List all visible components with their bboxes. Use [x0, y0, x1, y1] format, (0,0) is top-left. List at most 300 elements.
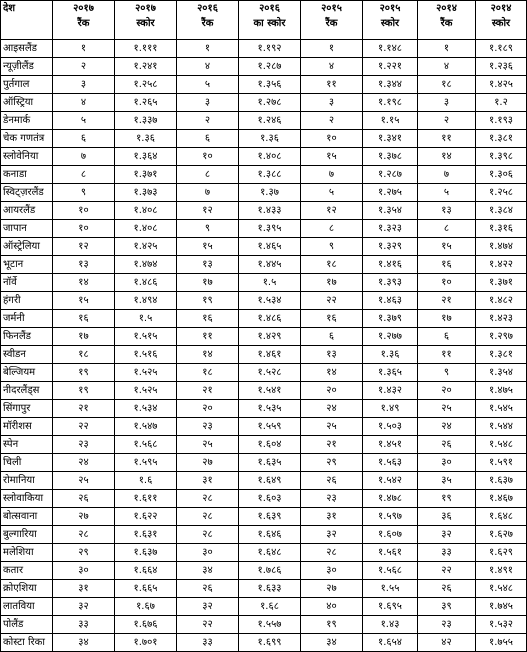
- header-2014-score: [476, 1, 527, 40]
- score-2016: १.४०८: [239, 148, 301, 166]
- score-2016: १.३५६: [239, 76, 301, 94]
- rank-2015: ३४: [301, 634, 363, 652]
- score-2014: १.२९७: [476, 328, 527, 346]
- score-2015: १.४५१: [363, 436, 418, 454]
- header-2015-score: [363, 1, 418, 40]
- rank-2014: १०: [418, 274, 476, 292]
- table-row: [1, 544, 527, 562]
- score-2017: १.४२५: [115, 238, 177, 256]
- rank-2015: १२: [301, 202, 363, 220]
- rank-2014: ७: [418, 166, 476, 184]
- table-row: [1, 274, 527, 292]
- rank-2015: २४: [301, 400, 363, 418]
- table-row: [1, 508, 527, 526]
- table-row: [1, 76, 527, 94]
- score-2016: १.६८: [239, 598, 301, 616]
- score-2014: १.२३६: [476, 58, 527, 76]
- table-row: [1, 292, 527, 310]
- rank-2017: ३२: [53, 598, 115, 616]
- score-2015: १.६०७: [363, 526, 418, 544]
- rank-2016: १७: [177, 274, 239, 292]
- score-2016: १.६४९: [239, 472, 301, 490]
- score-2014: १.३८४: [476, 202, 527, 220]
- score-2016: १.६४६: [239, 526, 301, 544]
- score-2017: १.२५८: [115, 76, 177, 94]
- rank-2014: ३६: [418, 508, 476, 526]
- table-row: [1, 454, 527, 472]
- country-name: स्लोवाकिया: [1, 490, 53, 508]
- rank-2015: २६: [301, 472, 363, 490]
- score-2016: १.६०३: [239, 490, 301, 508]
- rank-2017: ५: [53, 112, 115, 130]
- country-name: जापान: [1, 220, 53, 238]
- score-2014: १.४७४: [476, 238, 527, 256]
- rank-2015: १: [301, 40, 363, 58]
- score-2016: १.५४१: [239, 382, 301, 400]
- header-line-2: रैंक: [325, 18, 338, 29]
- score-2014: १.२: [476, 94, 527, 112]
- score-2015: १.५५: [363, 580, 418, 598]
- rank-2016: ३३: [177, 634, 239, 652]
- table-row: [1, 328, 527, 346]
- score-2014: १.४७५: [476, 382, 527, 400]
- rank-2015: २५: [301, 418, 363, 436]
- rank-2015: ८: [301, 220, 363, 238]
- rank-2017: ८: [53, 166, 115, 184]
- score-2017: १.४०८: [115, 220, 177, 238]
- score-2015: १.३२९: [363, 238, 418, 256]
- table-body: [1, 40, 527, 652]
- score-2014: १.५४८: [476, 436, 527, 454]
- table-row: [1, 112, 527, 130]
- score-2016: १.१९२: [239, 40, 301, 58]
- score-2017: १.१११: [115, 40, 177, 58]
- score-2015: १.३४४: [363, 76, 418, 94]
- rank-2016: ३०: [177, 544, 239, 562]
- country-name: फिनलैंड: [1, 328, 53, 346]
- header-line-1: २०१७: [135, 3, 156, 14]
- score-2016: १.६३५: [239, 454, 301, 472]
- score-2016: १.२८७: [239, 58, 301, 76]
- rank-2017: २७: [53, 508, 115, 526]
- header-row: [1, 1, 527, 40]
- rank-2016: १८: [177, 364, 239, 382]
- country-name: हंगरी: [1, 292, 53, 310]
- rank-2017: २३: [53, 436, 115, 454]
- score-2016: १.४६५: [239, 238, 301, 256]
- country-name: पोलैंड: [1, 616, 53, 634]
- rank-2016: २३: [177, 418, 239, 436]
- score-2015: १.३२३: [363, 220, 418, 238]
- score-2016: १.५५९: [239, 418, 301, 436]
- rank-2015: १५: [301, 148, 363, 166]
- header-line-2: का स्कोर: [253, 18, 286, 29]
- score-2017: १.५२५: [115, 364, 177, 382]
- rank-2014: १७: [418, 310, 476, 328]
- rank-2015: ५: [301, 184, 363, 202]
- score-2014: १.१८९: [476, 40, 527, 58]
- score-2015: १.३६: [363, 346, 418, 364]
- country-name: क्रोएशिया: [1, 580, 53, 598]
- score-2014: १.४९१: [476, 562, 527, 580]
- score-2015: १.२८७: [363, 166, 418, 184]
- rank-2017: १९: [53, 364, 115, 382]
- country-name: पुर्तगाल: [1, 76, 53, 94]
- rank-2017: ३१: [53, 580, 115, 598]
- score-2016: १.५३५: [239, 400, 301, 418]
- rank-2016: १५: [177, 238, 239, 256]
- score-2017: १.६२२: [115, 508, 177, 526]
- score-2016: १.२७८: [239, 94, 301, 112]
- score-2016: १.७८६: [239, 562, 301, 580]
- score-2016: १.५५७: [239, 616, 301, 634]
- table-row: [1, 598, 527, 616]
- score-2015: १.१९८: [363, 94, 418, 112]
- score-2014: १.३८१: [476, 346, 527, 364]
- score-2017: १.६७: [115, 598, 177, 616]
- rank-2015: ११: [301, 76, 363, 94]
- score-2015: १.३६५: [363, 364, 418, 382]
- score-2014: १.२५८: [476, 184, 527, 202]
- score-2017: १.४८६: [115, 274, 177, 292]
- rank-2016: ४: [177, 58, 239, 76]
- score-2015: १.३४१: [363, 130, 418, 148]
- score-2015: १.४९: [363, 400, 418, 418]
- country-name: स्विट्ज़रलैंड: [1, 184, 53, 202]
- rank-2016: २७: [177, 454, 239, 472]
- score-2017: १.३७१: [115, 166, 177, 184]
- rank-2016: १२: [177, 202, 239, 220]
- rank-2014: ३३: [418, 544, 476, 562]
- rank-2014: २०: [418, 382, 476, 400]
- header-line-2: रैंक: [201, 18, 214, 29]
- country-name: डेनमार्क: [1, 112, 53, 130]
- rank-2015: १९: [301, 616, 363, 634]
- rank-2017: ३: [53, 76, 115, 94]
- rank-2014: ३: [418, 94, 476, 112]
- rank-2014: २: [418, 112, 476, 130]
- score-2015: १.५६८: [363, 562, 418, 580]
- table-row: [1, 562, 527, 580]
- score-2014: १.१९३: [476, 112, 527, 130]
- score-2017: १.५२५: [115, 382, 177, 400]
- table-row: [1, 580, 527, 598]
- score-2017: १.३३७: [115, 112, 177, 130]
- score-2015: १.२७५: [363, 184, 418, 202]
- score-2016: १.३७: [239, 184, 301, 202]
- rank-2016: १: [177, 40, 239, 58]
- country-name: लातविया: [1, 598, 53, 616]
- score-2016: १.४६१: [239, 346, 301, 364]
- score-2015: १.३७८: [363, 148, 418, 166]
- rank-2014: ११: [418, 130, 476, 148]
- country-name: आयरलैंड: [1, 202, 53, 220]
- rank-2016: ११: [177, 328, 239, 346]
- rank-2014: १९: [418, 490, 476, 508]
- score-2016: १.४२९: [239, 328, 301, 346]
- rank-2014: ३५: [418, 472, 476, 490]
- score-2017: १.६७६: [115, 616, 177, 634]
- score-2015: १.४३२: [363, 382, 418, 400]
- score-2017: १.४०८: [115, 202, 177, 220]
- header-line-1: २०१७: [73, 3, 94, 14]
- score-2014: १.५९१: [476, 454, 527, 472]
- score-2014: १.४२३: [476, 310, 527, 328]
- score-2014: १.५४५: [476, 400, 527, 418]
- rank-2014: २३: [418, 616, 476, 634]
- rank-2015: ३१: [301, 508, 363, 526]
- score-2016: १.४३३: [239, 202, 301, 220]
- rank-2014: १८: [418, 76, 476, 94]
- table-row: [1, 130, 527, 148]
- rank-2017: ३४: [53, 634, 115, 652]
- score-2015: १.४३: [363, 616, 418, 634]
- rank-2017: २४: [53, 454, 115, 472]
- score-2017: १.४७४: [115, 256, 177, 274]
- rank-2015: ३: [301, 94, 363, 112]
- table-row: [1, 148, 527, 166]
- rank-2016: २६: [177, 580, 239, 598]
- country-name: मॉरीशस: [1, 418, 53, 436]
- table-row: [1, 94, 527, 112]
- rank-2014: ५: [418, 184, 476, 202]
- rank-2017: २८: [53, 526, 115, 544]
- score-2017: १.६११: [115, 490, 177, 508]
- score-2015: १.६९५: [363, 598, 418, 616]
- country-name: स्वीडन: [1, 346, 53, 364]
- score-2016: १.३६: [239, 130, 301, 148]
- rank-2016: २१: [177, 382, 239, 400]
- rank-2014: ३०: [418, 454, 476, 472]
- score-2016: १.४८६: [239, 310, 301, 328]
- rank-2017: २९: [53, 544, 115, 562]
- rank-2016: १४: [177, 346, 239, 364]
- header-line-1: २०१५: [321, 3, 342, 14]
- header-line-2: रैंक: [440, 18, 453, 29]
- table-row: [1, 418, 527, 436]
- rank-2016: ३: [177, 94, 239, 112]
- country-name: कोस्टा रिका: [1, 634, 53, 652]
- rank-2016: १९: [177, 292, 239, 310]
- score-2016: १.५३४: [239, 292, 301, 310]
- header-line-2: रैंक: [77, 18, 90, 29]
- rank-2015: ४: [301, 58, 363, 76]
- score-2015: १.५४२: [363, 472, 418, 490]
- rank-2015: २३: [301, 490, 363, 508]
- table-row: [1, 400, 527, 418]
- score-2014: १.५४४: [476, 418, 527, 436]
- rank-2014: २१: [418, 292, 476, 310]
- rank-2017: २: [53, 58, 115, 76]
- score-2017: १.६३७: [115, 544, 177, 562]
- rank-2017: १९: [53, 382, 115, 400]
- rank-2014: २२: [418, 562, 476, 580]
- score-2015: १.५६१: [363, 544, 418, 562]
- score-2016: १.३८८: [239, 166, 301, 184]
- country-name: जर्मनी: [1, 310, 53, 328]
- score-2017: १.३६: [115, 130, 177, 148]
- score-2014: १.३८१: [476, 130, 527, 148]
- country-name: ऑस्ट्रेलिया: [1, 238, 53, 256]
- rank-2015: ६: [301, 328, 363, 346]
- score-2016: १.६९९: [239, 634, 301, 652]
- score-2016: १.६३९: [239, 508, 301, 526]
- rank-2017: १: [53, 40, 115, 58]
- score-2017: १.५१५: [115, 328, 177, 346]
- header-line-1: २०१४: [436, 3, 457, 14]
- rank-2016: ७: [177, 184, 239, 202]
- score-2014: १.३९८: [476, 148, 527, 166]
- rank-2017: १२: [53, 238, 115, 256]
- rank-2015: ४०: [301, 598, 363, 616]
- score-2016: १.३९५: [239, 220, 301, 238]
- score-2014: १.७४५: [476, 598, 527, 616]
- table-row: [1, 382, 527, 400]
- score-2017: १.५९५: [115, 454, 177, 472]
- rank-2017: ३०: [53, 562, 115, 580]
- rank-2017: ४: [53, 94, 115, 112]
- score-2014: १.६३७: [476, 472, 527, 490]
- header-line-2: स्कोर: [380, 18, 400, 29]
- rank-2014: २६: [418, 436, 476, 454]
- score-2015: १.३९३: [363, 274, 418, 292]
- rank-2014: ८: [418, 220, 476, 238]
- rank-2015: ९: [301, 238, 363, 256]
- rank-2015: २१: [301, 436, 363, 454]
- rank-2014: ४२: [418, 634, 476, 652]
- country-name: सिंगापुर: [1, 400, 53, 418]
- header-2016-rank: [177, 1, 239, 40]
- rank-2014: ९: [418, 364, 476, 382]
- score-2014: १.५४८: [476, 580, 527, 598]
- score-2016: १.४४५: [239, 256, 301, 274]
- score-2014: १.४२५: [476, 76, 527, 94]
- score-2015: १.५६३: [363, 454, 418, 472]
- score-2014: १.४८२: [476, 292, 527, 310]
- header-2017-rank: [53, 1, 115, 40]
- rank-2015: १८: [301, 256, 363, 274]
- rank-2017: २५: [53, 472, 115, 490]
- table-row: [1, 616, 527, 634]
- country-name: बेल्जियम: [1, 364, 53, 382]
- score-2017: १.६६४: [115, 562, 177, 580]
- header-line-1: २०१४: [490, 3, 512, 14]
- score-2017: १.२६५: [115, 94, 177, 112]
- score-2017: १.६: [115, 472, 177, 490]
- table-row: [1, 166, 527, 184]
- header-line-1: देश: [3, 3, 16, 14]
- country-name: ऑस्ट्रिया: [1, 94, 53, 112]
- score-2017: १.६३१: [115, 526, 177, 544]
- rank-2017: १०: [53, 220, 115, 238]
- country-name: भूटान: [1, 256, 53, 274]
- country-name: बुल्गारिया: [1, 526, 53, 544]
- score-2017: १.५६८: [115, 436, 177, 454]
- rank-2014: २६: [418, 580, 476, 598]
- rank-2015: ७: [301, 166, 363, 184]
- score-2014: १.६४८: [476, 508, 527, 526]
- rank-2014: २५: [418, 400, 476, 418]
- score-2016: १.५: [239, 274, 301, 292]
- country-name: स्पेन: [1, 436, 53, 454]
- score-2015: १.२७७: [363, 328, 418, 346]
- rank-2014: १: [418, 40, 476, 58]
- score-2015: १.३७९: [363, 310, 418, 328]
- rank-2016: २०: [177, 400, 239, 418]
- table-row: [1, 256, 527, 274]
- score-2017: १.४९४: [115, 292, 177, 310]
- header-country: [1, 1, 53, 40]
- rank-2016: १०: [177, 148, 239, 166]
- rank-2014: १३: [418, 202, 476, 220]
- table-row: [1, 184, 527, 202]
- country-name: चेक गणतंत्र: [1, 130, 53, 148]
- score-2017: १.७०१: [115, 634, 177, 652]
- rank-2017: ७: [53, 148, 115, 166]
- country-name: चिली: [1, 454, 53, 472]
- score-2015: १.४१६: [363, 256, 418, 274]
- rank-2017: १७: [53, 328, 115, 346]
- table-row: [1, 310, 527, 328]
- table-row: [1, 634, 527, 652]
- header-2017-score: [115, 1, 177, 40]
- rank-2017: ६: [53, 130, 115, 148]
- country-name: स्लोवेनिया: [1, 148, 53, 166]
- rank-2015: २७: [301, 580, 363, 598]
- rank-2014: १५: [418, 238, 476, 256]
- score-2015: १.६५४: [363, 634, 418, 652]
- score-2016: १.६०४: [239, 436, 301, 454]
- score-2017: १.५१६: [115, 346, 177, 364]
- rank-2017: २६: [53, 490, 115, 508]
- rank-2017: १४: [53, 274, 115, 292]
- score-2014: १.३७१: [476, 274, 527, 292]
- score-2016: १.२४६: [239, 112, 301, 130]
- table-row: [1, 238, 527, 256]
- score-2015: १.१४८: [363, 40, 418, 58]
- country-name: मलेशिया: [1, 544, 53, 562]
- table-row: [1, 490, 527, 508]
- rank-2017: ९: [53, 184, 115, 202]
- rank-2014: ४: [418, 58, 476, 76]
- rank-2017: २२: [53, 418, 115, 436]
- country-name: कनाडा: [1, 166, 53, 184]
- score-2017: १.५३४: [115, 400, 177, 418]
- rank-2015: १६: [301, 310, 363, 328]
- rank-2016: १६: [177, 310, 239, 328]
- rank-2014: ६: [418, 328, 476, 346]
- country-name: कतार: [1, 562, 53, 580]
- score-2014: १.६२७: [476, 526, 527, 544]
- rank-2017: १६: [53, 310, 115, 328]
- header-2015-rank: [301, 1, 363, 40]
- score-2015: १.४६३: [363, 292, 418, 310]
- score-2014: १.३५४: [476, 364, 527, 382]
- rank-2015: २: [301, 112, 363, 130]
- rank-2016: ५: [177, 76, 239, 94]
- rank-2014: ११: [418, 346, 476, 364]
- score-2017: १.३७३: [115, 184, 177, 202]
- score-2017: १.३६४: [115, 148, 177, 166]
- rank-2017: २१: [53, 400, 115, 418]
- table-row: [1, 58, 527, 76]
- rank-2017: १५: [53, 292, 115, 310]
- score-2014: १.३०६: [476, 166, 527, 184]
- rank-2016: ३१: [177, 472, 239, 490]
- rank-2016: ६: [177, 130, 239, 148]
- rank-2016: २८: [177, 526, 239, 544]
- rank-2015: २०: [301, 382, 363, 400]
